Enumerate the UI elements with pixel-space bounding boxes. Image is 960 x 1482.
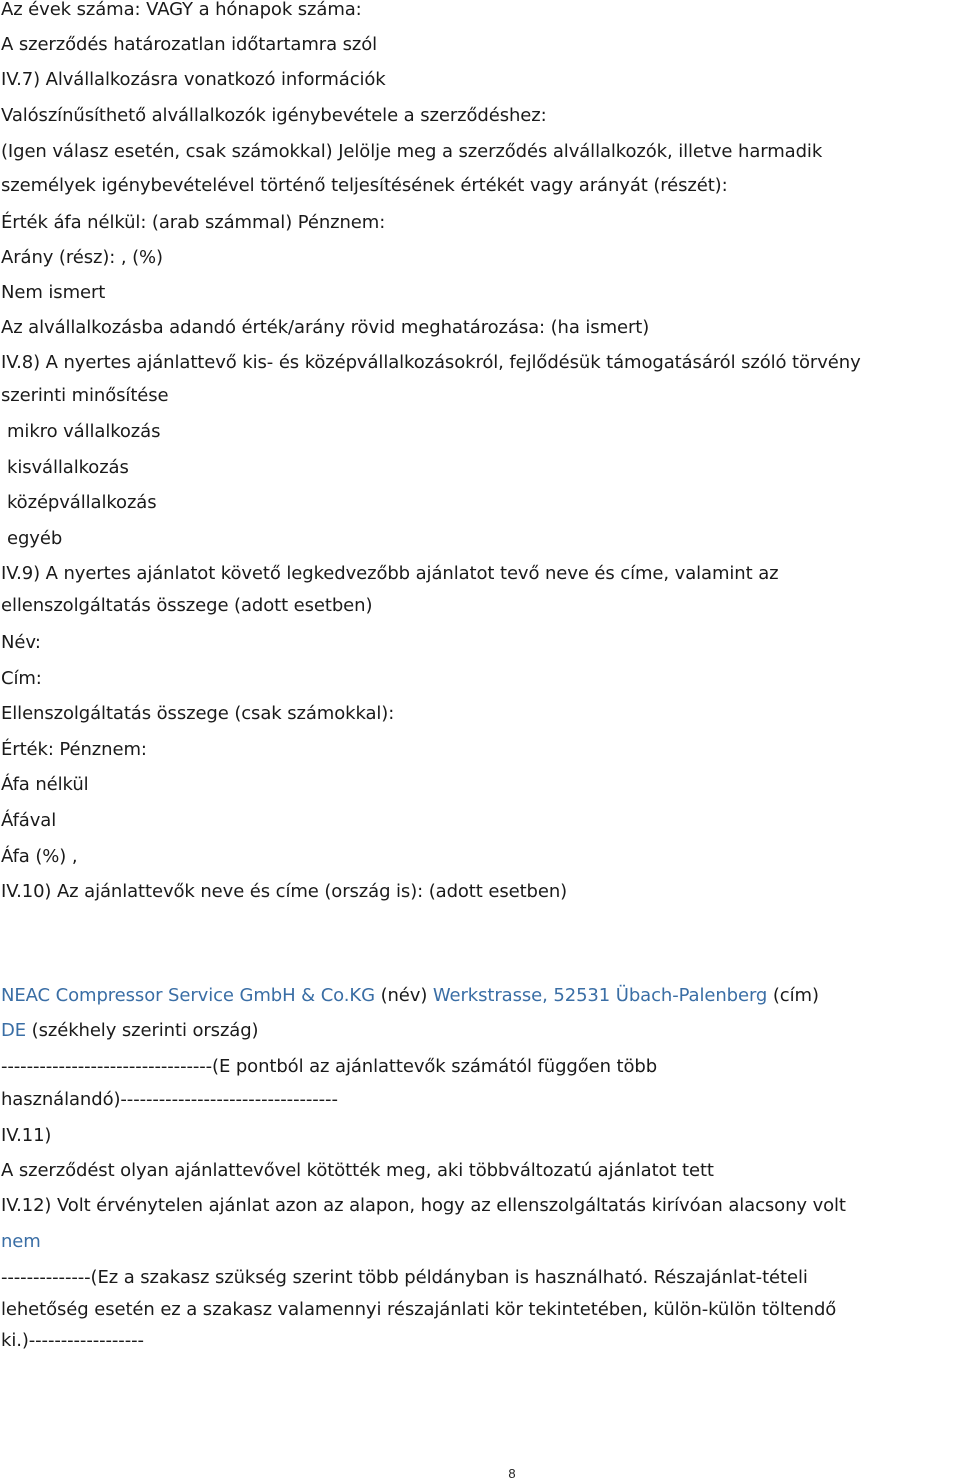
bidder-address-tag: (cím) [767,985,819,1006]
indefinite-term-line: A szerződés határozatlan időtartamra szól [1,34,378,55]
without-vat-label: Áfa nélkül [1,774,89,795]
name-label: Név: [1,632,41,653]
bidder-country-line [1,1019,258,1043]
vat-percent-label: Áfa (%) , [1,846,78,867]
section-iv8-heading-cont: szerinti minősítése [1,385,169,406]
variant-offer-line: A szerződést olyan ajánlattevővel kötötték meg, aki többváltozatú ajánlatot tett [1,1160,714,1181]
section-iv7-heading: IV.7) Alvállalkozásra vonatkozó információk [1,69,386,90]
subcontractor-question: Valószínűsíthető alvállalkozók igénybevétele a szerződéshez: [1,105,547,126]
separator-note-1: ---------------------------------(E pontból az ajánlattevők számától függően több [1,1056,658,1077]
bidder-country: DE [1,1020,27,1041]
contract-duration-line: Az évek száma: VAGY a hónapok száma: [1,0,362,20]
closing-note-2: lehetőség esetén ez a szakasz valamennyi részajánlati kör tekintetében, külön-külön töltendő [1,1299,837,1320]
section-iv9-heading-cont: ellenszolgáltatás összege (adott esetben) [1,595,373,616]
section-iv12-answer: nem [1,1231,41,1252]
option-micro: mikro vállalkozás [7,421,161,442]
bidder-name: NEAC Compressor Service GmbH & Co.KG [1,985,375,1006]
subcontractor-instruction-1: (Igen válasz esetén, csak számokkal) Jelölje meg a szerződés alvállalkozók, illetve harmadik [1,141,823,162]
option-other: egyéb [7,528,63,549]
section-iv10-heading: IV.10) Az ajánlattevők neve és címe (ország is): (adott esetben) [1,881,568,902]
bidder-address: Werkstrasse, 52531 Übach-Palenberg [432,985,768,1006]
subcontract-description-line: Az alvállalkozásba adandó érték/arány rövid meghatározása: (ha ismert) [1,317,650,338]
with-vat-label: Áfával [1,810,57,831]
value-currency-label: Érték: Pénznem: [1,739,147,760]
bidder-name-address-line [1,984,819,1008]
section-iv12-heading: IV.12) Volt érvénytelen ajánlat azon az alapon, hogy az ellenszolgáltatás kirívóan alacsony volt [1,1195,846,1216]
section-iv9-heading: IV.9) A nyertes ajánlatot követő legkedvezőbb ajánlatot tevő neve és címe, valamint az [1,563,779,584]
address-label: Cím: [1,668,42,689]
bidder-name-tag: (név) [374,985,433,1006]
value-without-vat-line: Érték áfa nélkül: (arab számmal) Pénznem: [1,212,386,233]
not-known-line: Nem ismert [1,282,106,303]
bidder-country-tag: (székhely szerinti ország) [26,1020,259,1041]
separator-note-2: használandó)---------------------------------- [1,1089,338,1110]
option-small: kisvállalkozás [7,457,129,478]
section-iv11-heading: IV.11) [1,1125,52,1146]
section-iv8-heading: IV.8) A nyertes ajánlattevő kis- és középvállalkozásokról, fejlődésük támogatásáról szóló törvény [1,352,861,373]
consideration-amount-label: Ellenszolgáltatás összege (csak számokkal): [1,703,395,724]
option-medium: középvállalkozás [7,492,157,513]
closing-note-3: ki.)------------------ [1,1330,144,1351]
closing-note-1: --------------(Ez a szakasz szükség szerint több példányban is használható. Részajánlat-tételi [1,1267,808,1288]
subcontractor-instruction-2: személyek igénybevételével történő teljesítésének értékét vagy arányát (részét): [1,175,728,196]
proportion-line: Arány (rész): , (%) [1,247,163,268]
page-number: 8 [508,1466,516,1481]
